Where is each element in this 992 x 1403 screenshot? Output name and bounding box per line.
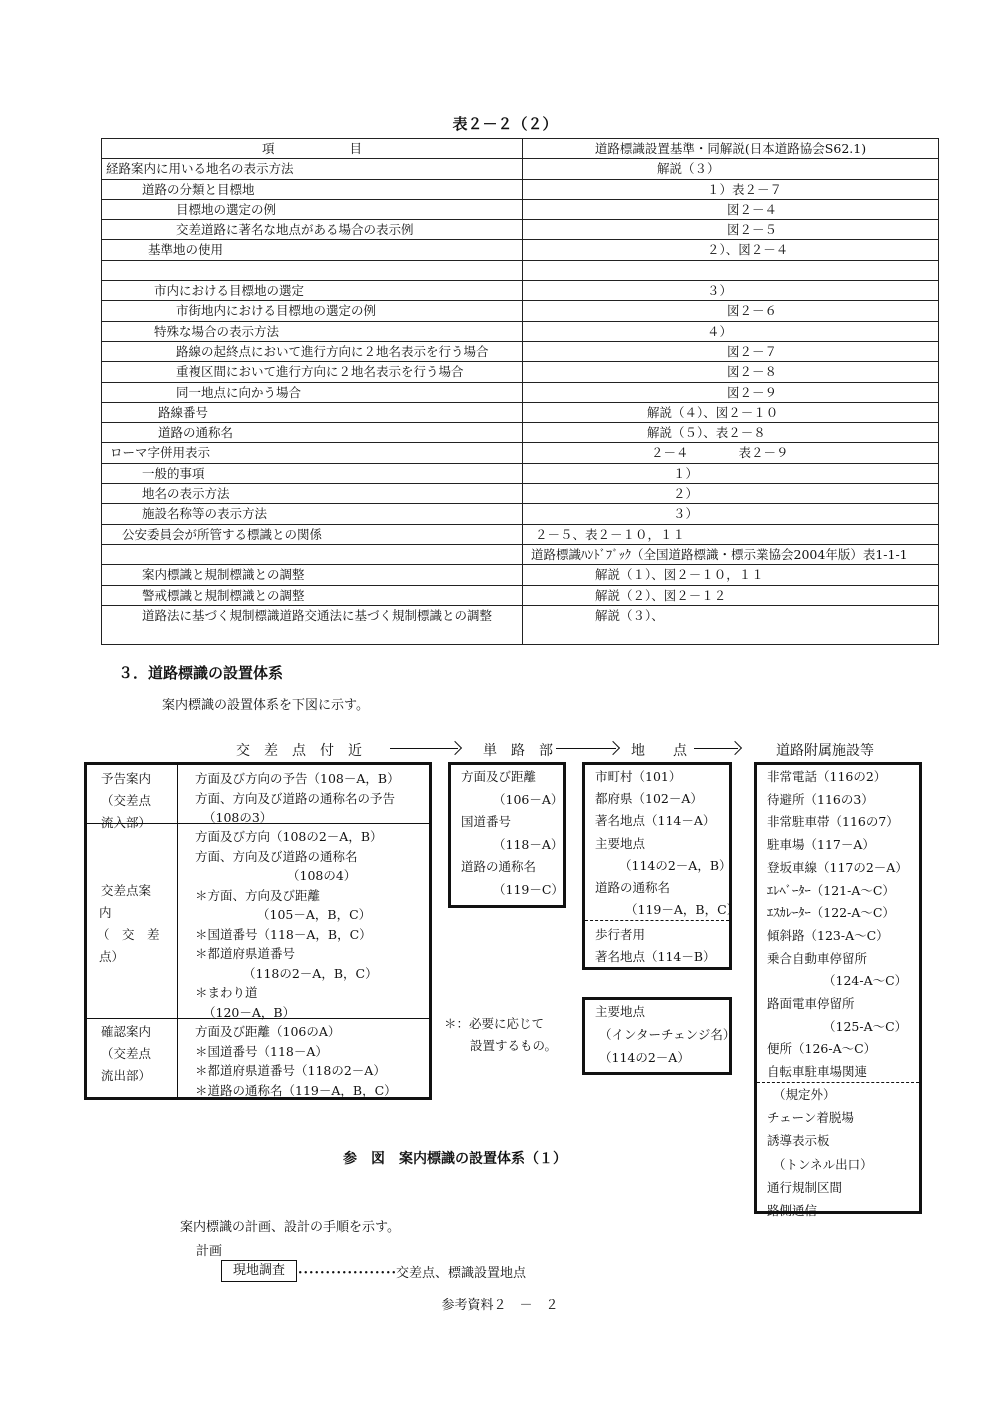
interchange-box	[582, 997, 736, 1075]
reference-cell: ２－５、表２－１０，１１	[523, 524, 939, 544]
point-item: （119－A，B，C）	[625, 902, 740, 918]
group-label: 予告案内	[101, 771, 152, 786]
group-item: ＊国道番号（118－A，B，C）	[195, 926, 372, 942]
reference-cell: 解説（２）、図２－１２	[523, 585, 939, 605]
reference-cell: 解説（１）、図２－１０，１１	[523, 565, 939, 585]
group-label: 内	[99, 905, 112, 920]
group-label: （交差点	[101, 1046, 152, 1061]
group-label: 流出部）	[101, 1068, 152, 1083]
single-road-item: （118－A）	[493, 836, 564, 852]
item-cell: 路線番号	[102, 402, 523, 422]
reference-table	[101, 138, 939, 645]
flow-label-point: 地 点	[631, 743, 687, 759]
item-cell: 市街地内における目標地の選定の例	[102, 301, 523, 321]
table-row	[102, 605, 939, 644]
facility-item: 自転車駐車場関連	[767, 1064, 868, 1080]
table-title: 表２－２（２）	[452, 115, 558, 133]
item-cell: ローマ字併用表示	[102, 443, 523, 463]
dashed-divider	[585, 920, 729, 921]
flow-label-facilities: 道路附属施設等	[776, 743, 874, 759]
table-row	[102, 423, 939, 443]
group-label: 流入部）	[101, 815, 152, 830]
table-row	[102, 341, 939, 361]
table-header-row	[102, 139, 939, 159]
group-item: ＊道路の通称名（119－A，B，C）	[195, 1082, 397, 1098]
reference-cell: 解説（４）、図２－１０	[523, 402, 939, 422]
group-item: ＊国道番号（118－A）	[195, 1043, 328, 1059]
single-road-box	[448, 762, 566, 908]
table-row	[102, 362, 939, 382]
single-road-item: （119－C）	[493, 881, 564, 897]
facility-item: （トンネル出口）	[773, 1156, 873, 1172]
facility-item: 路面電車停留所	[767, 996, 855, 1011]
note-line-2: 設置するもの。	[470, 1038, 558, 1053]
group-label: 確認案内	[101, 1024, 152, 1039]
item-cell: 交差道路に著名な地点がある場合の表示例	[102, 220, 523, 240]
table-row	[102, 585, 939, 605]
flow-arrow	[694, 748, 738, 749]
point-item: 市町村（101）	[595, 769, 682, 784]
point-item: 著名地点（114－B）	[595, 949, 716, 964]
group-item: ＊まわり道	[195, 985, 258, 1000]
interchange-item: （114の2－A）	[599, 1050, 690, 1065]
single-road-item: （106－A）	[493, 791, 564, 807]
intersection-box	[84, 762, 432, 1100]
reference-cell: 解説（３）、	[523, 605, 939, 644]
table-row	[102, 179, 939, 199]
facility-item: 乗合自動車停留所	[767, 950, 868, 966]
group-item: ＊都道府県道番号（118の2－A）	[195, 1063, 386, 1078]
table-row	[102, 565, 939, 585]
group-label: 点）	[99, 949, 125, 964]
facility-item: （規定外）	[773, 1087, 836, 1102]
item-cell: 基準地の使用	[102, 240, 523, 260]
plan-intro: 案内標識の計画、設計の手順を示す。	[180, 1220, 400, 1235]
table-row	[102, 199, 939, 219]
section-title: ３．道路標識の設置体系	[118, 664, 284, 682]
facility-item: 通行規制区間	[767, 1179, 843, 1195]
flow-label-intersection: 交 差 点 付 近	[236, 743, 362, 759]
table-row	[102, 321, 939, 341]
table-header-cell: 道路標識設置基準・同解説(日本道路協会S62.1)	[523, 139, 939, 159]
point-item: 道路の通称名	[595, 880, 671, 895]
group-item: 方面及び方向（108の2－A，B）	[195, 829, 383, 844]
item-cell: 目標地の選定の例	[102, 199, 523, 219]
dashed-divider	[757, 1082, 919, 1083]
table-row	[102, 159, 939, 179]
reference-cell: 図２－５	[523, 220, 939, 240]
single-road-item: 国道番号	[461, 814, 512, 829]
leader-dots	[297, 1262, 526, 1281]
item-cell: 路線の起終点において進行方向に２地名表示を行う場合	[102, 341, 523, 361]
point-item: 主要地点	[595, 835, 646, 851]
reference-cell: 道路標識ﾊﾝﾄﾞﾌﾞｯｸ（全国道路標識・標示業協会2004年版）表1-1-1	[523, 544, 939, 564]
reference-cell: ３）	[523, 281, 939, 301]
item-cell: 案内標識と規制標識との調整	[102, 565, 523, 585]
item-cell: 市内における目標地の選定	[102, 281, 523, 301]
table-row	[102, 402, 939, 422]
item-cell: 道路の通称名	[102, 423, 523, 443]
item-cell: 経路案内に用いる地名の表示方法	[102, 159, 523, 179]
reference-cell: １）表２－７	[523, 179, 939, 199]
item-cell	[102, 544, 523, 564]
interchange-item: 主要地点	[595, 1004, 646, 1019]
point-box	[582, 762, 740, 970]
facility-item: 待避所（116の3）	[767, 791, 874, 807]
reference-cell: 解説（３）	[523, 159, 939, 179]
reference-cell: 図２－６	[523, 301, 939, 321]
facility-item: 登坂車線（117の2－A）	[767, 859, 908, 875]
group-item: 方面及び方向の予告（108－A，B）	[195, 771, 400, 786]
note-line-1: ＊：必要に応じて	[444, 1016, 545, 1031]
intro-text: 案内標識の設置体系を下図に示す。	[162, 698, 369, 713]
group-item: （105－A，B，C）	[257, 907, 372, 922]
facility-item: 便所（126-A～C）	[767, 1041, 877, 1057]
facility-item: チェーン着脱場	[767, 1110, 854, 1126]
group-label: 交差点案	[101, 883, 152, 898]
reference-cell: ２）、図２－４	[523, 240, 939, 260]
table-row	[102, 524, 939, 544]
reference-cell: 図２－８	[523, 362, 939, 382]
group-item: 方面、方向及び道路の通称名の予告	[195, 790, 396, 806]
reference-cell	[523, 260, 939, 280]
table-row	[102, 301, 939, 321]
point-item: 都府県（102－A）	[595, 791, 703, 807]
flow-arrow	[556, 748, 616, 749]
leader-dots-text: ･･････････････････	[297, 1266, 396, 1281]
table-row	[102, 443, 939, 463]
survey-target: 交差点、標識設置地点	[396, 1266, 527, 1281]
point-item: 歩行者用	[595, 927, 646, 942]
table-row	[102, 240, 939, 260]
reference-cell: 図２－９	[523, 382, 939, 402]
figure-caption: 参 図 案内標識の設置体系（１）	[343, 1151, 567, 1167]
item-cell: 同一地点に向かう場合	[102, 382, 523, 402]
item-cell: 道路の分類と目標地	[102, 179, 523, 199]
facility-item: ｴｽｶﾚｰﾀｰ（122-A～C）	[767, 905, 895, 921]
item-cell	[102, 260, 523, 280]
facility-item: 誘導表示板	[767, 1133, 830, 1149]
facility-item: 非常電話（116の2）	[767, 769, 887, 784]
facility-item: （125-A～C）	[823, 1018, 908, 1034]
reference-cell: ２）	[523, 484, 939, 504]
table-row	[102, 544, 939, 564]
item-cell: 公安委員会が所管する標識との関係	[102, 524, 523, 544]
table-row	[102, 260, 939, 280]
reference-cell: 図２－４	[523, 199, 939, 219]
group-item: （118の2－A，B，C）	[243, 965, 378, 981]
item-cell: 地名の表示方法	[102, 484, 523, 504]
interchange-item: （インターチェンジ名）	[599, 1027, 736, 1042]
table-row	[102, 504, 939, 524]
group-item: （108の4）	[287, 868, 357, 883]
point-item: （114の2－A，B）	[619, 857, 732, 873]
reference-cell: ２－４ 表２－９	[523, 443, 939, 463]
table-row	[102, 382, 939, 402]
group-item: 方面及び距離（106のA）	[195, 1024, 341, 1039]
group-item: ＊方面、方向及び距離	[195, 887, 321, 903]
facility-item: 駐車場（117－A）	[767, 837, 875, 853]
item-cell: 一般的事項	[102, 463, 523, 483]
facilities-box	[754, 762, 922, 1218]
facility-item: 路側通信	[767, 1203, 818, 1218]
facility-item: （124-A～C）	[823, 973, 908, 989]
table-header-cell: 項 目	[102, 139, 523, 159]
facility-item: ｴﾚﾍﾞｰﾀｰ（121-A～C）	[767, 882, 895, 898]
reference-cell: 解説（５）、表２－８	[523, 423, 939, 443]
group-item: （120－A，B）	[203, 1004, 296, 1020]
group-item: ＊都道府県道番号	[195, 946, 296, 961]
facility-item: 傾斜路（123-A～C）	[767, 927, 889, 943]
plan-label: 計画	[196, 1244, 223, 1259]
group-item: （108の3）	[203, 810, 273, 825]
table-row	[102, 281, 939, 301]
divider	[177, 765, 178, 1097]
survey-box: 現地調査	[221, 1260, 297, 1282]
single-road-item: 方面及び距離	[461, 769, 537, 784]
item-cell: 特殊な場合の表示方法	[102, 321, 523, 341]
flow-label-single-road: 単 路 部	[483, 743, 553, 759]
table-row	[102, 220, 939, 240]
flow-arrow	[390, 748, 458, 749]
page-footer: 参考資料２ － ２	[441, 1298, 559, 1313]
single-road-item: 道路の通称名	[461, 859, 537, 874]
reference-cell: １）	[523, 463, 939, 483]
table-row	[102, 484, 939, 504]
group-label: （交差点	[101, 793, 152, 808]
group-item: 方面、方向及び道路の通称名	[195, 848, 358, 864]
item-cell: 重複区間において進行方向に２地名表示を行う場合	[102, 362, 523, 382]
group-label: （ 交 差	[97, 927, 160, 942]
item-cell: 施設名称等の表示方法	[102, 504, 523, 524]
reference-cell: 図２－７	[523, 341, 939, 361]
reference-cell: ３）	[523, 504, 939, 524]
item-cell: 道路法に基づく規制標識道路交通法に基づく規制標識との調整	[102, 605, 523, 644]
item-cell: 警戒標識と規制標識との調整	[102, 585, 523, 605]
table-row	[102, 463, 939, 483]
facility-item: 非常駐車帯（116の7）	[767, 814, 899, 830]
point-item: 著名地点（114－A）	[595, 813, 716, 829]
reference-cell: ４）	[523, 321, 939, 341]
